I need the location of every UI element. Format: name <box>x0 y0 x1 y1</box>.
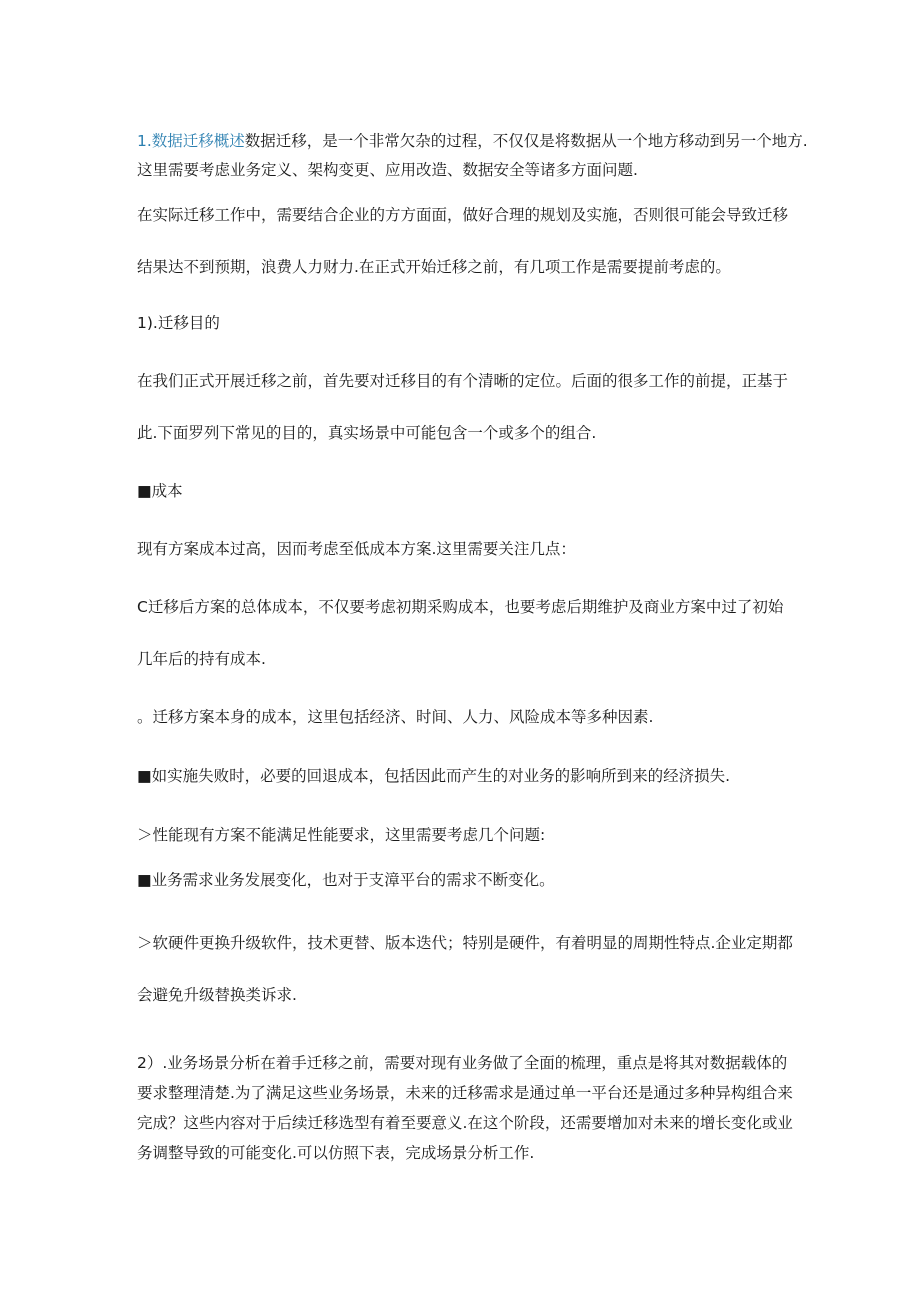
paragraph-line-18: 2）.业务场景分析在着手迁移之前，需要对现有业务做了全面的梳理，重点是将其对数据载体的 <box>137 1054 788 1072</box>
paragraph-line-13: ■如实施失败时，必要的回退成本，包括因此而产生的对业务的影响所到来的经济损失. <box>137 767 731 785</box>
paragraph-line-17: 会避免升级替换类诉求. <box>137 986 297 1004</box>
paragraph-line-21: 务调整导致的可能变化.可以仿照下表，完成场景分析工作. <box>137 1144 535 1162</box>
paragraph-line-12: 。迁移方案本身的成本，这里包括经济、时间、人力、风险成本等多种因素. <box>137 708 654 726</box>
paragraph-line-9: 现有方案成本过高，因而考虑至低成本方案.这里需要关注几点： <box>137 540 576 558</box>
section-heading-purpose: 1).迁移目的 <box>137 314 220 332</box>
paragraph-line-6: 在我们正式开展迁移之前，首先要对迁移目的有个清晰的定位。后面的很多工作的前提，正基于 <box>137 372 789 390</box>
paragraph-line-19: 要求整理清楚.为了满足这些业务场景，未来的迁移需求是通过单一平台还是通过多种异构组合来 <box>137 1084 793 1102</box>
paragraph-line-7: 此.下面罗列下常见的目的，真实场景中可能包含一个或多个的组合. <box>137 424 597 442</box>
paragraph-line-14: ＞性能现有方案不能满足性能要求，这里需要考虑几个问题: <box>137 826 546 844</box>
paragraph-line-2: 这里需要考虑业务定义、架构变更、应用改造、数据安全等诸多方面问题. <box>137 161 638 179</box>
line-text: 数据迁移，是一个非常欠杂的过程，不仅仅是将数据从一个地方移动到另一个地方. <box>244 132 808 150</box>
paragraph-line-10: C迁移后方案的总体成本，不仅要考虑初期采购成本，也要考虑后期维护及商业方案中过了初始 <box>137 598 784 616</box>
paragraph-line-4: 结果达不到预期，浪费人力财力.在正式开始迁移之前，有几项工作是需要提前考虑的。 <box>137 258 731 276</box>
bullet-cost-heading: ■成本 <box>137 482 183 500</box>
paragraph-line-15: ■业务需求业务发展变化，也对于支漳平台的需求不断变化。 <box>137 871 555 889</box>
paragraph-line-1 <box>137 131 808 151</box>
paragraph-line-20: 完成？这些内容对于后续迁移选型有着至要意义.在这个阶段，还需要增加对未来的增长变化或业 <box>137 1114 793 1132</box>
paragraph-line-11: 几年后的持有成本. <box>137 650 266 668</box>
heading-link[interactable]: 1.数据迁移概述 <box>137 132 245 150</box>
paragraph-line-3: 在实际迁移工作中，需要结合企业的方方面面，做好合理的规划及实施，否则很可能会导致迁移 <box>137 206 789 224</box>
paragraph-line-16: ＞软硬件更换升级软件，技术更替、版本迭代；特别是硬件，有着明显的周期性特点.企业定期都 <box>137 934 793 952</box>
